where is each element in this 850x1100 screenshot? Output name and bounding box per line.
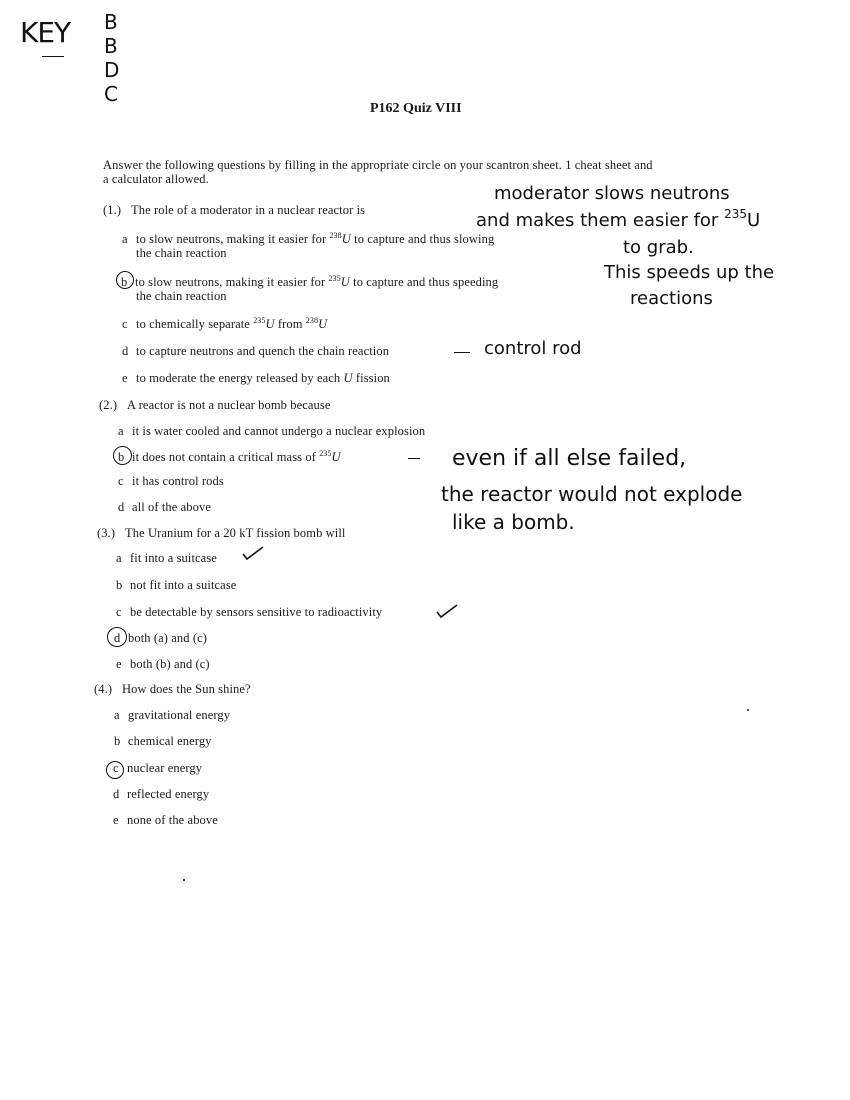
option-text: both (a) and (c): [128, 631, 207, 645]
q1-option-b: [121, 274, 498, 290]
option-text: it has control rods: [132, 474, 224, 488]
option-text: not fit into a suitcase: [130, 578, 237, 592]
option-letter: d: [113, 787, 120, 801]
uranium-symbol: U: [746, 210, 761, 231]
uranium-symbol: U: [318, 317, 328, 331]
question-2-text: A reactor is not a nuclear bomb because: [127, 398, 331, 412]
checkmark-icon: [436, 603, 458, 619]
question-4-text: How does the Sun shine?: [122, 682, 251, 696]
option-letter: e: [116, 657, 122, 671]
note-text: and makes them easier for: [476, 210, 719, 231]
option-text: reflected energy: [127, 787, 210, 801]
stray-dot: [183, 879, 185, 881]
option-text: to capture and thus slowing: [350, 232, 495, 246]
page-title: P162 Quiz VIII: [370, 101, 462, 116]
option-text: to capture neutrons and quench the chain reaction: [136, 344, 390, 358]
uranium-symbol: U: [341, 232, 351, 246]
option-text: none of the above: [127, 813, 218, 827]
uranium-symbol: U: [343, 371, 353, 385]
key-label: KEY: [20, 16, 71, 49]
option-letter: b: [116, 578, 123, 592]
option-letter: d: [118, 500, 125, 514]
q1-option-d: [122, 344, 389, 359]
option-letter: a: [116, 551, 122, 565]
option-letter: a: [122, 232, 128, 246]
q4-option-c: [113, 761, 202, 776]
option-letter: b: [121, 275, 128, 289]
question-3-number: (3.): [97, 526, 116, 540]
isotope-number: 235: [253, 316, 266, 325]
uranium-symbol: U: [331, 450, 341, 464]
option-text: nuclear energy: [127, 761, 203, 775]
q1-option-a-line-2: the chain reaction: [136, 246, 227, 260]
instructions-line-1: Answer the following questions by filling in the appropriate circle on your scantron sheet. 1 cheat sheet and: [103, 158, 653, 172]
option-text: be detectable by sensors sensitive to radioactivity: [130, 605, 383, 619]
note-moderator-line-1: moderator slows neutrons: [494, 183, 730, 204]
option-letter: b: [118, 450, 125, 464]
option-text: fission: [352, 371, 390, 385]
q3-option-b: [116, 578, 236, 593]
key-answer-4: C: [104, 82, 118, 106]
q4-option-b: [114, 734, 212, 749]
key-answer-1: B: [104, 10, 118, 34]
isotope-number: 235: [328, 274, 341, 283]
question-3-text: The Uranium for a 20 kT fission bomb will: [125, 526, 346, 540]
option-text: to moderate the energy released by each: [136, 371, 344, 385]
note-moderator-line-4: This speeds up the: [604, 262, 775, 283]
note-moderator-line-3: to grab.: [623, 237, 694, 258]
isotope-number: 238: [305, 316, 319, 325]
q2-option-a: [118, 424, 425, 439]
note-moderator-line-2: [476, 207, 760, 231]
option-letter: e: [122, 371, 128, 385]
q3-option-d: [114, 631, 207, 646]
uranium-symbol: U: [340, 275, 350, 289]
option-text: to slow neutrons, making it easier for: [135, 275, 329, 289]
key-answer-2: B: [104, 34, 118, 58]
note-bomb-line-1: even if all else failed,: [452, 446, 687, 471]
q3-option-c: [116, 605, 382, 620]
option-letter: d: [114, 631, 121, 645]
option-text: gravitational energy: [128, 708, 231, 722]
option-text: to slow neutrons, making it easier for: [136, 232, 330, 246]
option-text: to chemically separate: [136, 317, 254, 331]
key-underline: [42, 56, 64, 57]
option-text: chemical energy: [128, 734, 212, 748]
option-letter: c: [122, 317, 128, 331]
q1-option-e: [122, 371, 390, 386]
question-2-number: (2.): [99, 398, 118, 412]
isotope-number: 238: [329, 231, 342, 240]
option-letter: b: [114, 734, 121, 748]
option-letter: d: [122, 344, 129, 358]
option-letter: a: [118, 424, 124, 438]
q3-option-a: [116, 551, 217, 566]
q1-option-c: [122, 316, 327, 332]
q1-option-b-line-2: the chain reaction: [136, 289, 227, 303]
note-bomb-line-3: like a bomb.: [452, 510, 575, 534]
option-text: it does not contain a critical mass of: [132, 450, 320, 464]
option-letter: c: [113, 761, 119, 775]
option-letter: a: [114, 708, 120, 722]
isotope-number: 235: [319, 449, 332, 458]
q3-option-e: [116, 657, 210, 672]
uranium-symbol: U: [265, 317, 275, 331]
question-1-number: (1.): [103, 203, 122, 217]
key-answer-3: D: [104, 58, 120, 82]
option-text: both (b) and (c): [130, 657, 210, 671]
question-4-number: (4.): [94, 682, 113, 696]
q2-option-c: [118, 474, 224, 489]
q4-option-a: [114, 708, 230, 723]
instructions-line-2: a calculator allowed.: [103, 172, 209, 186]
question-1-text: The role of a moderator in a nuclear reactor is: [131, 203, 366, 217]
arrow-dash: [408, 458, 420, 459]
option-letter: c: [116, 605, 122, 619]
q2-option-d: [118, 500, 211, 515]
option-letter: c: [118, 474, 124, 488]
option-text: it is water cooled and cannot undergo a nuclear explosion: [132, 424, 426, 438]
option-text: to capture and thus speeding: [349, 275, 499, 289]
checkmark-icon: [242, 545, 264, 561]
isotope-number: 235: [724, 207, 747, 221]
arrow-dash: [454, 352, 470, 353]
q1-option-a: [122, 231, 494, 247]
note-control-rod: control rod: [484, 338, 582, 359]
note-bomb-line-2: the reactor would not explode: [441, 482, 743, 506]
q4-option-d: [113, 787, 209, 802]
option-text: from: [274, 317, 306, 331]
q2-option-b: [118, 449, 341, 465]
option-letter: e: [113, 813, 119, 827]
q4-option-e: [113, 813, 218, 828]
note-moderator-line-5: reactions: [630, 288, 713, 309]
option-text: fit into a suitcase: [130, 551, 217, 565]
stray-dot: [747, 709, 749, 711]
option-text: all of the above: [132, 500, 211, 514]
